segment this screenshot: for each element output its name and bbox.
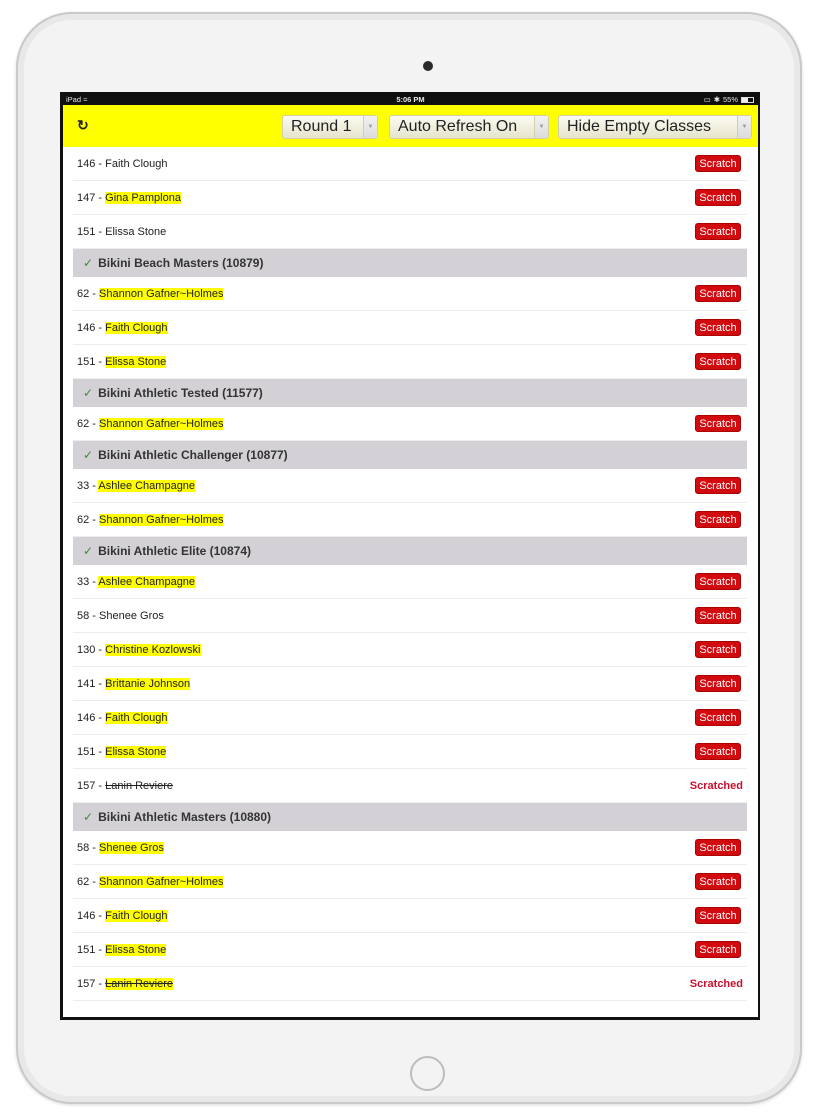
list-item xyxy=(73,701,747,735)
list-item xyxy=(73,181,747,215)
separator: - xyxy=(95,226,106,238)
scratched-label: Scratched xyxy=(689,780,743,792)
wifi-icon: ≈ xyxy=(83,95,88,104)
class-header xyxy=(73,803,747,831)
competitor-name: Elissa Stone xyxy=(105,226,167,238)
bluetooth-icon: ✱ xyxy=(713,95,720,104)
list-item xyxy=(73,933,747,967)
scratch-button[interactable]: Scratch xyxy=(695,675,741,692)
checkmark-icon: ✓ xyxy=(83,386,94,400)
competitor-name: Lanin Reviere xyxy=(105,978,174,990)
competitor-number: 146 xyxy=(77,158,96,170)
separator: - xyxy=(95,158,106,170)
status-time: 5:06 PM xyxy=(396,95,425,104)
competitor-name: Lanin Reviere xyxy=(105,780,174,792)
competitor-number: 58 xyxy=(77,610,90,622)
competitor-number: 147 xyxy=(77,192,96,204)
scratch-button[interactable]: Scratch xyxy=(695,941,741,958)
competitor-number: 146 xyxy=(77,322,96,334)
scratch-button[interactable]: Scratch xyxy=(695,709,741,726)
competitor-name: Christine Kozlowski xyxy=(105,644,201,656)
separator: - xyxy=(89,288,100,300)
competitor-name: Shenee Gros xyxy=(99,842,164,854)
hide-classes-value: Hide Empty Classes xyxy=(567,118,712,135)
toolbar xyxy=(63,105,758,147)
competitor-name: Gina Pamplona xyxy=(105,192,181,204)
checkmark-icon: ✓ xyxy=(83,544,94,558)
list-item xyxy=(73,215,747,249)
list-item xyxy=(73,769,747,803)
checkmark-icon: ✓ xyxy=(83,448,94,462)
separator: - xyxy=(95,356,106,368)
list-item xyxy=(73,735,747,769)
list-item xyxy=(73,277,747,311)
scratch-button[interactable]: Scratch xyxy=(695,873,741,890)
battery-percent: 55% xyxy=(722,95,738,104)
separator: - xyxy=(89,842,100,854)
competitor-name: Brittanie Johnson xyxy=(105,678,191,690)
list-item xyxy=(73,407,747,441)
class-title: Bikini Beach Masters (10879) xyxy=(98,256,264,270)
class-header xyxy=(73,249,747,277)
competitor-number: 33 xyxy=(77,576,90,588)
competitor-name: Shannon Gafner~Holmes xyxy=(99,288,224,300)
class-title: Bikini Athletic Tested (11577) xyxy=(98,386,263,400)
scratch-button[interactable]: Scratch xyxy=(695,641,741,658)
device-name: iPad xyxy=(66,95,82,104)
list-item xyxy=(73,147,747,181)
camera-icon xyxy=(423,61,433,71)
scratch-button[interactable]: Scratch xyxy=(695,511,741,528)
scratch-button[interactable]: Scratch xyxy=(695,189,741,206)
competitor-name: Shannon Gafner~Holmes xyxy=(99,514,224,526)
round-select[interactable] xyxy=(282,115,378,139)
class-title: Bikini Athletic Masters (10880) xyxy=(98,810,272,824)
separator: - xyxy=(95,780,106,792)
list-item xyxy=(73,311,747,345)
competitor-number: 33 xyxy=(77,480,90,492)
scratch-button[interactable]: Scratch xyxy=(695,573,741,590)
competitor-name: Shannon Gafner~Holmes xyxy=(99,876,224,888)
competitor-name: Elissa Stone xyxy=(105,944,167,956)
hide-classes-select[interactable] xyxy=(558,115,752,139)
status-right xyxy=(704,94,754,105)
auto-refresh-select[interactable] xyxy=(389,115,549,139)
competitor-name: Faith Clough xyxy=(105,910,168,922)
chevron-down-icon: ▼ xyxy=(534,116,548,138)
scratch-button[interactable]: Scratch xyxy=(695,319,741,336)
list-item xyxy=(73,899,747,933)
home-button[interactable] xyxy=(410,1056,445,1091)
competitor-name: Shannon Gafner~Holmes xyxy=(99,418,224,430)
separator: - xyxy=(95,978,106,990)
separator: - xyxy=(89,480,99,492)
screen xyxy=(60,92,760,1020)
list-item xyxy=(73,503,747,537)
separator: - xyxy=(95,910,106,922)
class-header xyxy=(73,441,747,469)
checkmark-icon: ✓ xyxy=(83,810,94,824)
list-item xyxy=(73,865,747,899)
competitor-name: Elissa Stone xyxy=(105,356,167,368)
separator: - xyxy=(89,610,100,622)
scratch-button[interactable]: Scratch xyxy=(695,839,741,856)
competitor-number: 62 xyxy=(77,876,90,888)
competitor-name: Elissa Stone xyxy=(105,746,167,758)
chevron-down-icon: ▼ xyxy=(737,116,751,138)
scratch-button[interactable]: Scratch xyxy=(695,223,741,240)
separator: - xyxy=(95,746,106,758)
list-item xyxy=(73,831,747,865)
scratch-button[interactable]: Scratch xyxy=(695,477,741,494)
scratch-button[interactable]: Scratch xyxy=(695,743,741,760)
separator: - xyxy=(95,678,106,690)
competitor-number: 151 xyxy=(77,226,96,238)
list-item xyxy=(73,565,747,599)
list-item xyxy=(73,469,747,503)
list-item xyxy=(73,345,747,379)
scratch-button[interactable]: Scratch xyxy=(695,155,741,172)
competitor-number: 151 xyxy=(77,746,96,758)
scratched-label: Scratched xyxy=(689,978,743,990)
separator: - xyxy=(89,514,100,526)
separator: - xyxy=(89,576,99,588)
list-item xyxy=(73,667,747,701)
competitor-number: 58 xyxy=(77,842,90,854)
separator: - xyxy=(95,712,106,724)
competitor-name: Ashlee Champagne xyxy=(98,480,196,492)
screen-mirror-icon: ▭ xyxy=(703,95,711,104)
list-item xyxy=(73,967,747,1001)
competitor-number: 62 xyxy=(77,418,90,430)
competitor-name: Faith Clough xyxy=(105,322,168,334)
competitor-name: Shenee Gros xyxy=(99,610,164,622)
competitor-number: 62 xyxy=(77,288,90,300)
refresh-icon[interactable]: ↻ xyxy=(77,117,89,133)
competitor-name: Faith Clough xyxy=(105,712,168,724)
class-title: Bikini Athletic Challenger (10877) xyxy=(98,448,288,462)
separator: - xyxy=(89,418,100,430)
separator: - xyxy=(95,322,106,334)
competitor-number: 157 xyxy=(77,978,96,990)
competitor-number: 157 xyxy=(77,780,96,792)
competitor-number: 130 xyxy=(77,644,96,656)
competitor-number: 141 xyxy=(77,678,96,690)
competitor-name: Faith Clough xyxy=(105,158,168,170)
class-header xyxy=(73,379,747,407)
class-header xyxy=(73,537,747,565)
separator: - xyxy=(89,876,100,888)
status-bar xyxy=(63,94,758,105)
scratch-button[interactable]: Scratch xyxy=(695,907,741,924)
scratch-button[interactable]: Scratch xyxy=(695,353,741,370)
scratch-button[interactable]: Scratch xyxy=(695,607,741,624)
list-item xyxy=(73,599,747,633)
battery-icon xyxy=(741,97,754,103)
scratch-button[interactable]: Scratch xyxy=(695,285,741,302)
app-view xyxy=(63,94,758,1017)
checkmark-icon: ✓ xyxy=(83,256,94,270)
separator: - xyxy=(95,644,106,656)
chevron-down-icon: ▼ xyxy=(363,116,377,138)
competitor-number: 151 xyxy=(77,944,96,956)
separator: - xyxy=(95,192,106,204)
scratch-button[interactable]: Scratch xyxy=(695,415,741,432)
competitor-number: 146 xyxy=(77,712,96,724)
list-item xyxy=(73,633,747,667)
round-select-value: Round 1 xyxy=(291,118,352,135)
competitor-number: 146 xyxy=(77,910,96,922)
competitor-number: 62 xyxy=(77,514,90,526)
competitor-number: 151 xyxy=(77,356,96,368)
auto-refresh-value: Auto Refresh On xyxy=(398,118,518,135)
competitor-list xyxy=(73,147,747,1001)
competitor-name: Ashlee Champagne xyxy=(98,576,196,588)
separator: - xyxy=(95,944,106,956)
class-title: Bikini Athletic Elite (10874) xyxy=(98,544,251,558)
